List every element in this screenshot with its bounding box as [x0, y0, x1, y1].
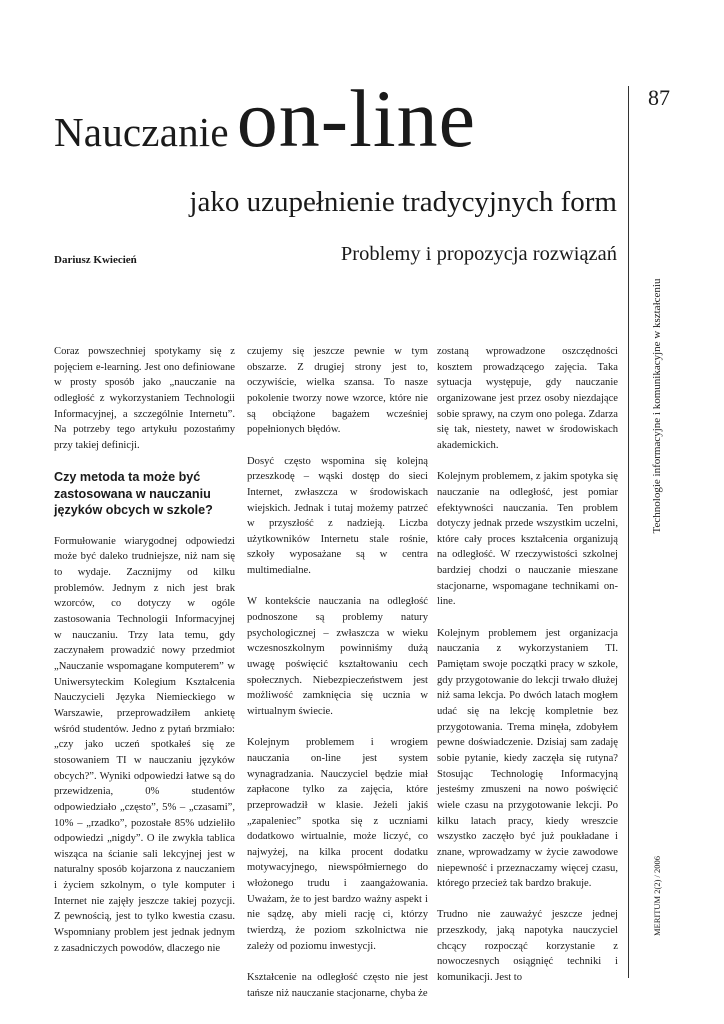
- article-subtitle: jako uzupełnienie tradycyjnych form: [189, 186, 617, 218]
- paragraph: Kolejnym problemem jest organizacja nauczania z wykorzystaniem TI. Pamiętam swoje początki pracy w szkole, gdy przygotowanie do lekcji trwało dłużej niż sama lekcja. Po dwóch latach mogłem udać się na lekcję kompletnie bez przygotowania. Trema minęła, zdobyłem pewne doświadczenie. Dzisiaj sam zadaję sobie pytanie, kiedy zaczęła się rutyna? Stosując Technologię Informacyjną jesteśmy zmuszeni na nowo poświęcić wiele czasu na przygotowanie lekcji. Po kilku latach pracy, kiedy wreszcie wszystko zaczęło być już poukładane i znane, wprowadzamy w życie zawodowe niepewność i przeznaczamy więcej czasu, którego przecież tak bardzo brakuje.: [437, 627, 618, 890]
- section-heading: Czy metoda ta może być zastosowana w nauczaniu języków obcych w szkole?: [54, 470, 213, 518]
- paragraph: W kontekście nauczania na odległość podnoszone są problemy natury psychologicznej – zwłaszcza w wieku wczesnoszkolnym powinniśmy dużą uwagę poświęcić kształtowaniu cech społecznych. Niebezpieczeństwem jest możliwość zamknięcia się ucznia w wirtualnym świecie.: [247, 596, 428, 717]
- page-number: 87: [648, 85, 670, 110]
- paragraph: czujemy się jeszcze pewnie w tym obszarze. Z drugiej strony jest to, oczywiście, wielka szansa. To nasze pokolenie tworzy nowe wzorce, które nie są obciążone bagażem wcześniej popełnionych błędów.: [247, 346, 428, 436]
- paragraph: Coraz powszechniej spotykamy się z pojęciem e-learning. Jest ono definiowane w prosty sposób jako „nauczanie na odległość z wykorzystaniem Technologii Informacyjnej, a szczególnie Internetu”. Na potrzeby tego artykułu pozostańmy przy takiej definicji.: [54, 346, 235, 451]
- sidebar-divider: [628, 86, 629, 978]
- paragraph: Kolejnym problemem i wrogiem nauczania on-line jest system wynagradzania. Nauczyciel będzie miał zapłacone tylko za zajęcia, które przeprowadził w klasie. Jeżeli jakiś „zapaleniec” spotka się z uczniami dodatkowo wirtualnie, może liczyć, co najwyżej, na kilka procent dodatku motywacyjnego, niewspółmiernego do włożonego trudu i zaangażowania. Uważam, że to jest bardzo ważny aspekt i nie sądzę, aby mieli rację ci, którzy twierdzą, że poziom szkolnictwa nie zależy od poziomu inwestycji.: [247, 737, 428, 952]
- title-word-online: on-line: [236, 73, 477, 164]
- paragraph: Formułowanie wiarygodnej odpowiedzi może być daleko trudniejsze, niż nam się to wydaje. Zacznijmy od kilku problemów. Jednym z nich jest brak wzorców, co dotyczy w ogóle zastosowania Technologii Informacyjnej w nauczaniu. Trzy lata temu, gdy zaczynałem prowadzić nowy przedmiot „Nauczanie wspomagane komputerem” w Uniwersyteckim Kolegium Kształcenia Nauczycieli Języka Niemieckiego w Warszawie, przeprowadziłem ankietę wśród studentów. Jedno z pytań brzmiało: „czy jako uczeń spotkałeś się ze stosowaniem TI w nauczaniu języków obcych?”. Wyniki odpowiedzi łatwe są do przewidzenia, 0% studentów odpowiedziało „często”, 5% – „czasami”, 10% – „rzadko”, pozostałe 85% udzieliło odpowiedzi „nigdy”. O ile zwykła tablica wisząca na ścianie sali lekcyjnej jest w naturalny sposób kojarzona z nauczaniem i życiem szkolnym, o tyle komputer i Internet nie zajęły jeszcze takiej pozycji. Z pewnością, jest to tylko kwestia czasu. Wspomniany problem jest jednak jednym z zasadniczych powodów, dlaczego nie: [54, 535, 235, 954]
- author-name: Dariusz Kwiecień: [54, 254, 137, 266]
- issue-label: MERITUM 2(2) / 2006: [652, 855, 662, 937]
- paragraph: Kształcenie na odległość często nie jest tańsze niż nauczanie stacjonarne, chyba że: [247, 972, 428, 999]
- text-column-2: [247, 344, 428, 1017]
- text-column-1: [54, 344, 235, 972]
- paragraph: Kolejnym problemem, z jakim spotyka się nauczanie na odległość, jest pomiar efektywności nauczania. Ten problem dotyczy jednak przede wszystkim uczelni, które cały proces kształcenia organizują na odległość. W rzeczywistości szkolnej bardziej chodzi o nauczanie mieszane stacjonarne, wspomagane technikami on-line.: [437, 471, 618, 608]
- paragraph: zostaną wprowadzone oszczędności kosztem prowadzącego zajęcia. Taka sytuacja występuje, gdy nauczanie organizowane jest przez osoby niezdające sobie sprawy, na czym ono polega. Zdarza się tak, niestety, nawet w środowiskach akademickich.: [437, 346, 618, 451]
- article-title: [54, 73, 477, 164]
- text-column-3: [437, 344, 618, 1001]
- section-title: Problemy i propozycja rozwiązań: [340, 243, 617, 265]
- paragraph: Dosyć często wspomina się kolejną przeszkodę – wąski dostęp do sieci Internet, zwłaszcza w środowiskach wiejskich. Jednak i tutaj możemy patrzeć w przyszłość z nadzieją. Liczba użytkowników Internetu stale rośnie, szkoły wyposażane są w centra multimedialne.: [247, 455, 428, 577]
- journal-section-label: Technologie informacyjne i komunikacyjne w kształceniu: [651, 278, 663, 534]
- paragraph: Trudno nie zauważyć jeszcze jednej przeszkody, jaką napotyka nauczyciel chcący rozpocząć korzystanie z nowoczesnych osiągnięć techniki i komunikacji. Jest to: [437, 909, 618, 984]
- title-word-nauczanie: Nauczanie: [54, 109, 229, 155]
